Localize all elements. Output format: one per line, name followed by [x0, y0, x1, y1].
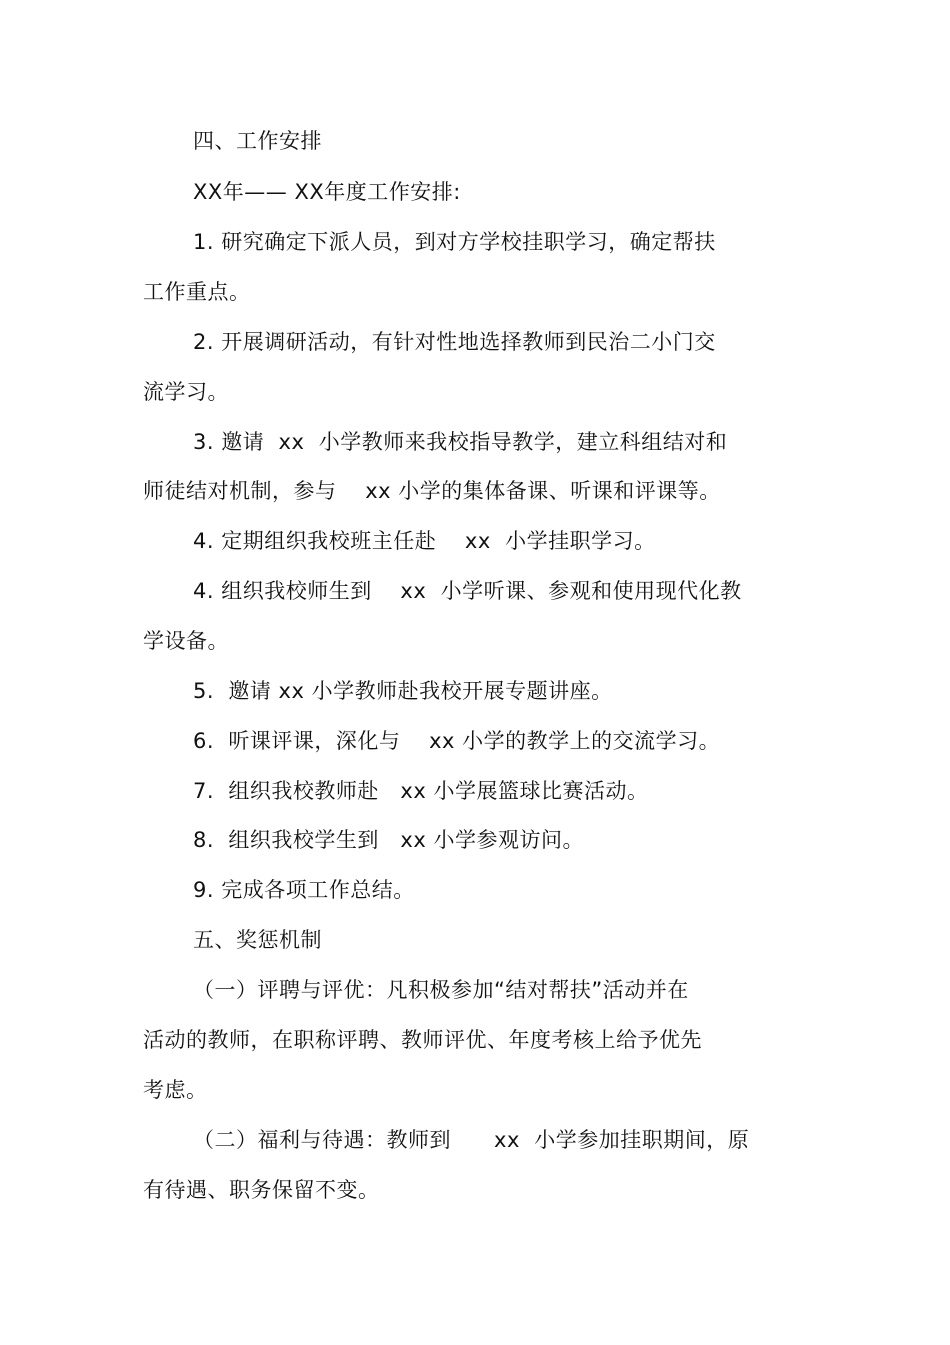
- reward-2-line-2: 有待遇、职务保留不变。: [143, 1178, 380, 1202]
- heading-work-arrangement: 四、工作安排: [193, 129, 322, 153]
- item-3-line-1: 3. 邀请 xx 小学教师来我校指导教学，建立科组结对和: [193, 430, 728, 454]
- item-1-line-2: 工作重点。: [143, 280, 251, 304]
- item-4a: 4. 定期组织我校班主任赴 xx 小学挂职学习。: [193, 529, 656, 553]
- reward-1-line-1: （一）评聘与评优：凡积极参加“结对帮扶”活动并在: [193, 978, 689, 1002]
- item-8: 8. 组织我校学生到 xx 小学参观访问。: [193, 828, 584, 852]
- item-1-line-1: 1. 研究确定下派人员，到对方学校挂职学习，确定帮扶: [193, 230, 716, 254]
- item-2-line-1: 2. 开展调研活动，有针对性地选择教师到民治二小门交: [193, 330, 716, 354]
- item-4b-line-2: 学设备。: [143, 629, 229, 653]
- item-9: 9. 完成各项工作总结。: [193, 878, 415, 902]
- item-3-line-2: 师徒结对机制，参与 xx 小学的集体备课、听课和评课等。: [143, 479, 721, 503]
- item-6: 6. 听课评课，深化与 xx 小学的教学上的交流学习。: [193, 729, 721, 753]
- item-2-line-2: 流学习。: [143, 380, 229, 404]
- reward-1-line-3: 考虑。: [143, 1078, 208, 1102]
- heading-reward-mechanism: 五、奖惩机制: [193, 928, 322, 952]
- item-5: 5. 邀请 xx 小学教师赴我校开展专题讲座。: [193, 679, 613, 703]
- item-4b-line-1: 4. 组织我校师生到 xx 小学听课、参观和使用现代化教: [193, 579, 742, 603]
- item-7: 7. 组织我校教师赴 xx 小学展篮球比赛活动。: [193, 779, 649, 803]
- reward-2-line-1: （二）福利与待遇：教师到 xx 小学参加挂职期间，原: [193, 1128, 750, 1152]
- annual-arrangement-title: XX年—— XX年度工作安排:: [193, 180, 461, 204]
- reward-1-line-2: 活动的教师，在职称评聘、教师评优、年度考核上给予优先: [143, 1028, 702, 1052]
